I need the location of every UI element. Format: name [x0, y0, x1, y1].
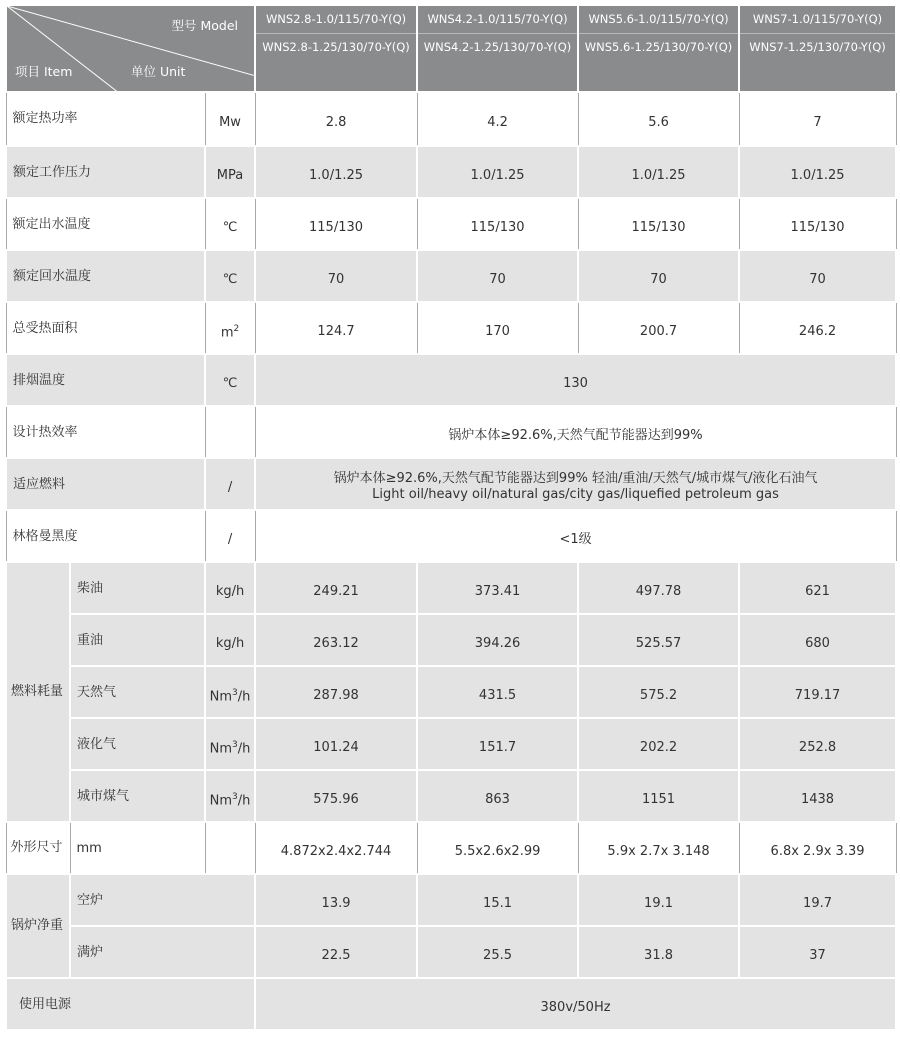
model-header: WNS5.6-1.0/115/70-Y(Q) WNS5.6-1.25/130/70-Y(Q) — [578, 5, 739, 92]
sub-label: 满炉 — [70, 926, 255, 978]
row-unit: ℃ — [205, 250, 255, 302]
item-label: 项目 Item — [15, 64, 73, 79]
row-unit: Mw — [205, 92, 255, 146]
cell-value: 252.8 — [739, 718, 896, 770]
row-label: 额定回水温度 — [6, 250, 205, 302]
cell-value: 2.8 — [255, 92, 417, 146]
sub-label: 柴油 — [70, 562, 205, 614]
row-unit: / — [205, 510, 255, 562]
cell-value: 380v/50Hz — [255, 978, 896, 1030]
cell-value: 115/130 — [255, 198, 417, 250]
row-label: 排烟温度 — [6, 354, 205, 406]
table-row — [6, 302, 896, 354]
group-label: 锅炉净重 — [6, 874, 70, 978]
sub-label: 空炉 — [70, 874, 255, 926]
cell-value: 200.7 — [578, 302, 739, 354]
cell-value: 101.24 — [255, 718, 417, 770]
cell-value: 115/130 — [578, 198, 739, 250]
cell-value: 1.0/1.25 — [417, 146, 578, 198]
cell-value: 4.2 — [417, 92, 578, 146]
cell-value: 621 — [739, 562, 896, 614]
cell-value: 263.12 — [255, 614, 417, 666]
cell-value: 575.96 — [255, 770, 417, 822]
table-row — [6, 198, 896, 250]
cell-value: 373.41 — [417, 562, 578, 614]
cell-value: 70 — [739, 250, 896, 302]
row-label: 额定出水温度 — [6, 198, 205, 250]
cell-value: 115/130 — [417, 198, 578, 250]
row-label: 额定热功率 — [6, 92, 205, 146]
table-row — [6, 614, 896, 666]
cell-value: <1级 — [255, 510, 896, 562]
cell-value: 5.5x2.6x2.99 — [417, 822, 578, 874]
cell-value: 19.7 — [739, 874, 896, 926]
cell-value: 5.6 — [578, 92, 739, 146]
cell-value: 1.0/1.25 — [578, 146, 739, 198]
cell-value: 287.98 — [255, 666, 417, 718]
fuel-line-cn: 锅炉本体≥92.6%,天然气配节能器达到99% 轻油/重油/天然气/城市煤气/液化石油气 — [333, 471, 818, 486]
table-row — [6, 822, 896, 874]
cell-value: 4.872x2.4x2.744 — [255, 822, 417, 874]
table-row — [6, 354, 896, 406]
row-unit: mm — [70, 822, 205, 874]
table-row — [6, 666, 896, 718]
cell-value: 680 — [739, 614, 896, 666]
row-label: 外形尺寸 — [6, 822, 70, 874]
sub-label: 液化气 — [70, 718, 205, 770]
header-corner — [6, 5, 255, 92]
cell-value: 863 — [417, 770, 578, 822]
cell-value: 1151 — [578, 770, 739, 822]
model-header: WNS7-1.0/115/70-Y(Q) WNS7-1.25/130/70-Y(Q) — [739, 5, 896, 92]
cell-value: 151.7 — [417, 718, 578, 770]
cell-value: 1438 — [739, 770, 896, 822]
row-unit: Nm$^3$/h — [205, 718, 255, 770]
cell-value: 70 — [578, 250, 739, 302]
table-row — [6, 926, 896, 978]
group-label: 燃料耗量 — [6, 562, 70, 822]
cell-value: 19.1 — [578, 874, 739, 926]
cell-value: 70 — [255, 250, 417, 302]
row-unit: kg/h — [205, 562, 255, 614]
cell-value: 575.2 — [578, 666, 739, 718]
cell-value: 70 — [417, 250, 578, 302]
table-row — [6, 406, 896, 458]
table-row — [6, 250, 896, 302]
row-unit: / — [205, 458, 255, 510]
cell-value: 115/130 — [739, 198, 896, 250]
row-label: 林格曼黑度 — [6, 510, 205, 562]
cell-value: 5.9x 2.7x 3.148 — [578, 822, 739, 874]
table-row — [6, 978, 896, 1030]
sub-label: 天然气 — [70, 666, 205, 718]
table-row — [6, 146, 896, 198]
cell-value: 37 — [739, 926, 896, 978]
cell-value: 15.1 — [417, 874, 578, 926]
cell-value: 13.9 — [255, 874, 417, 926]
cell-value: 525.57 — [578, 614, 739, 666]
row-unit-empty — [205, 822, 255, 874]
cell-value: 170 — [417, 302, 578, 354]
cell-value: 431.5 — [417, 666, 578, 718]
cell-value: 1.0/1.25 — [739, 146, 896, 198]
cell-value: 锅炉本体≥92.6%,天然气配节能器达到99% — [255, 406, 896, 458]
cell-value: 497.78 — [578, 562, 739, 614]
cell-value: 1.0/1.25 — [255, 146, 417, 198]
model-label: 型号 Model — [171, 18, 239, 33]
row-unit: Nm$^3$/h — [205, 770, 255, 822]
cell-value: 25.5 — [417, 926, 578, 978]
row-unit — [205, 406, 255, 458]
cell-value: 22.5 — [255, 926, 417, 978]
cell-value: 394.26 — [417, 614, 578, 666]
spec-table — [5, 4, 897, 1031]
table-row — [6, 562, 896, 614]
cell-value: 249.21 — [255, 562, 417, 614]
table-row — [6, 770, 896, 822]
row-unit: kg/h — [205, 614, 255, 666]
unit-label: 单位 Unit — [131, 64, 186, 79]
row-unit: ℃ — [205, 354, 255, 406]
table-row — [6, 874, 896, 926]
row-unit: Nm$^3$/h — [205, 666, 255, 718]
row-unit: ℃ — [205, 198, 255, 250]
cell-value: 130 — [255, 354, 896, 406]
row-unit: $m^2$ — [205, 302, 255, 354]
fuel-line-en: Light oil/heavy oil/natural gas/city gas/liquefied petroleum gas — [372, 487, 779, 502]
row-unit: MPa — [205, 146, 255, 198]
cell-value — [255, 458, 896, 510]
cell-value: 6.8x 2.9x 3.39 — [739, 822, 896, 874]
model-header: WNS2.8-1.0/115/70-Y(Q) WNS2.8-1.25/130/70-Y(Q) — [255, 5, 417, 92]
cell-value: 7 — [739, 92, 896, 146]
cell-value: 246.2 — [739, 302, 896, 354]
row-label: 设计热效率 — [6, 406, 205, 458]
cell-value: 202.2 — [578, 718, 739, 770]
sub-label: 城市煤气 — [70, 770, 205, 822]
table-row — [6, 92, 896, 146]
model-header: WNS4.2-1.0/115/70-Y(Q) WNS4.2-1.25/130/70-Y(Q) — [417, 5, 578, 92]
table-row — [6, 458, 896, 510]
cell-value: 31.8 — [578, 926, 739, 978]
row-label: 额定工作压力 — [6, 146, 205, 198]
table-row — [6, 510, 896, 562]
sub-label: 重油 — [70, 614, 205, 666]
cell-value: 124.7 — [255, 302, 417, 354]
row-label: 总受热面积 — [6, 302, 205, 354]
cell-value: 719.17 — [739, 666, 896, 718]
row-label: 使用电源 — [6, 978, 255, 1030]
table-row — [6, 718, 896, 770]
row-label: 适应燃料 — [6, 458, 205, 510]
